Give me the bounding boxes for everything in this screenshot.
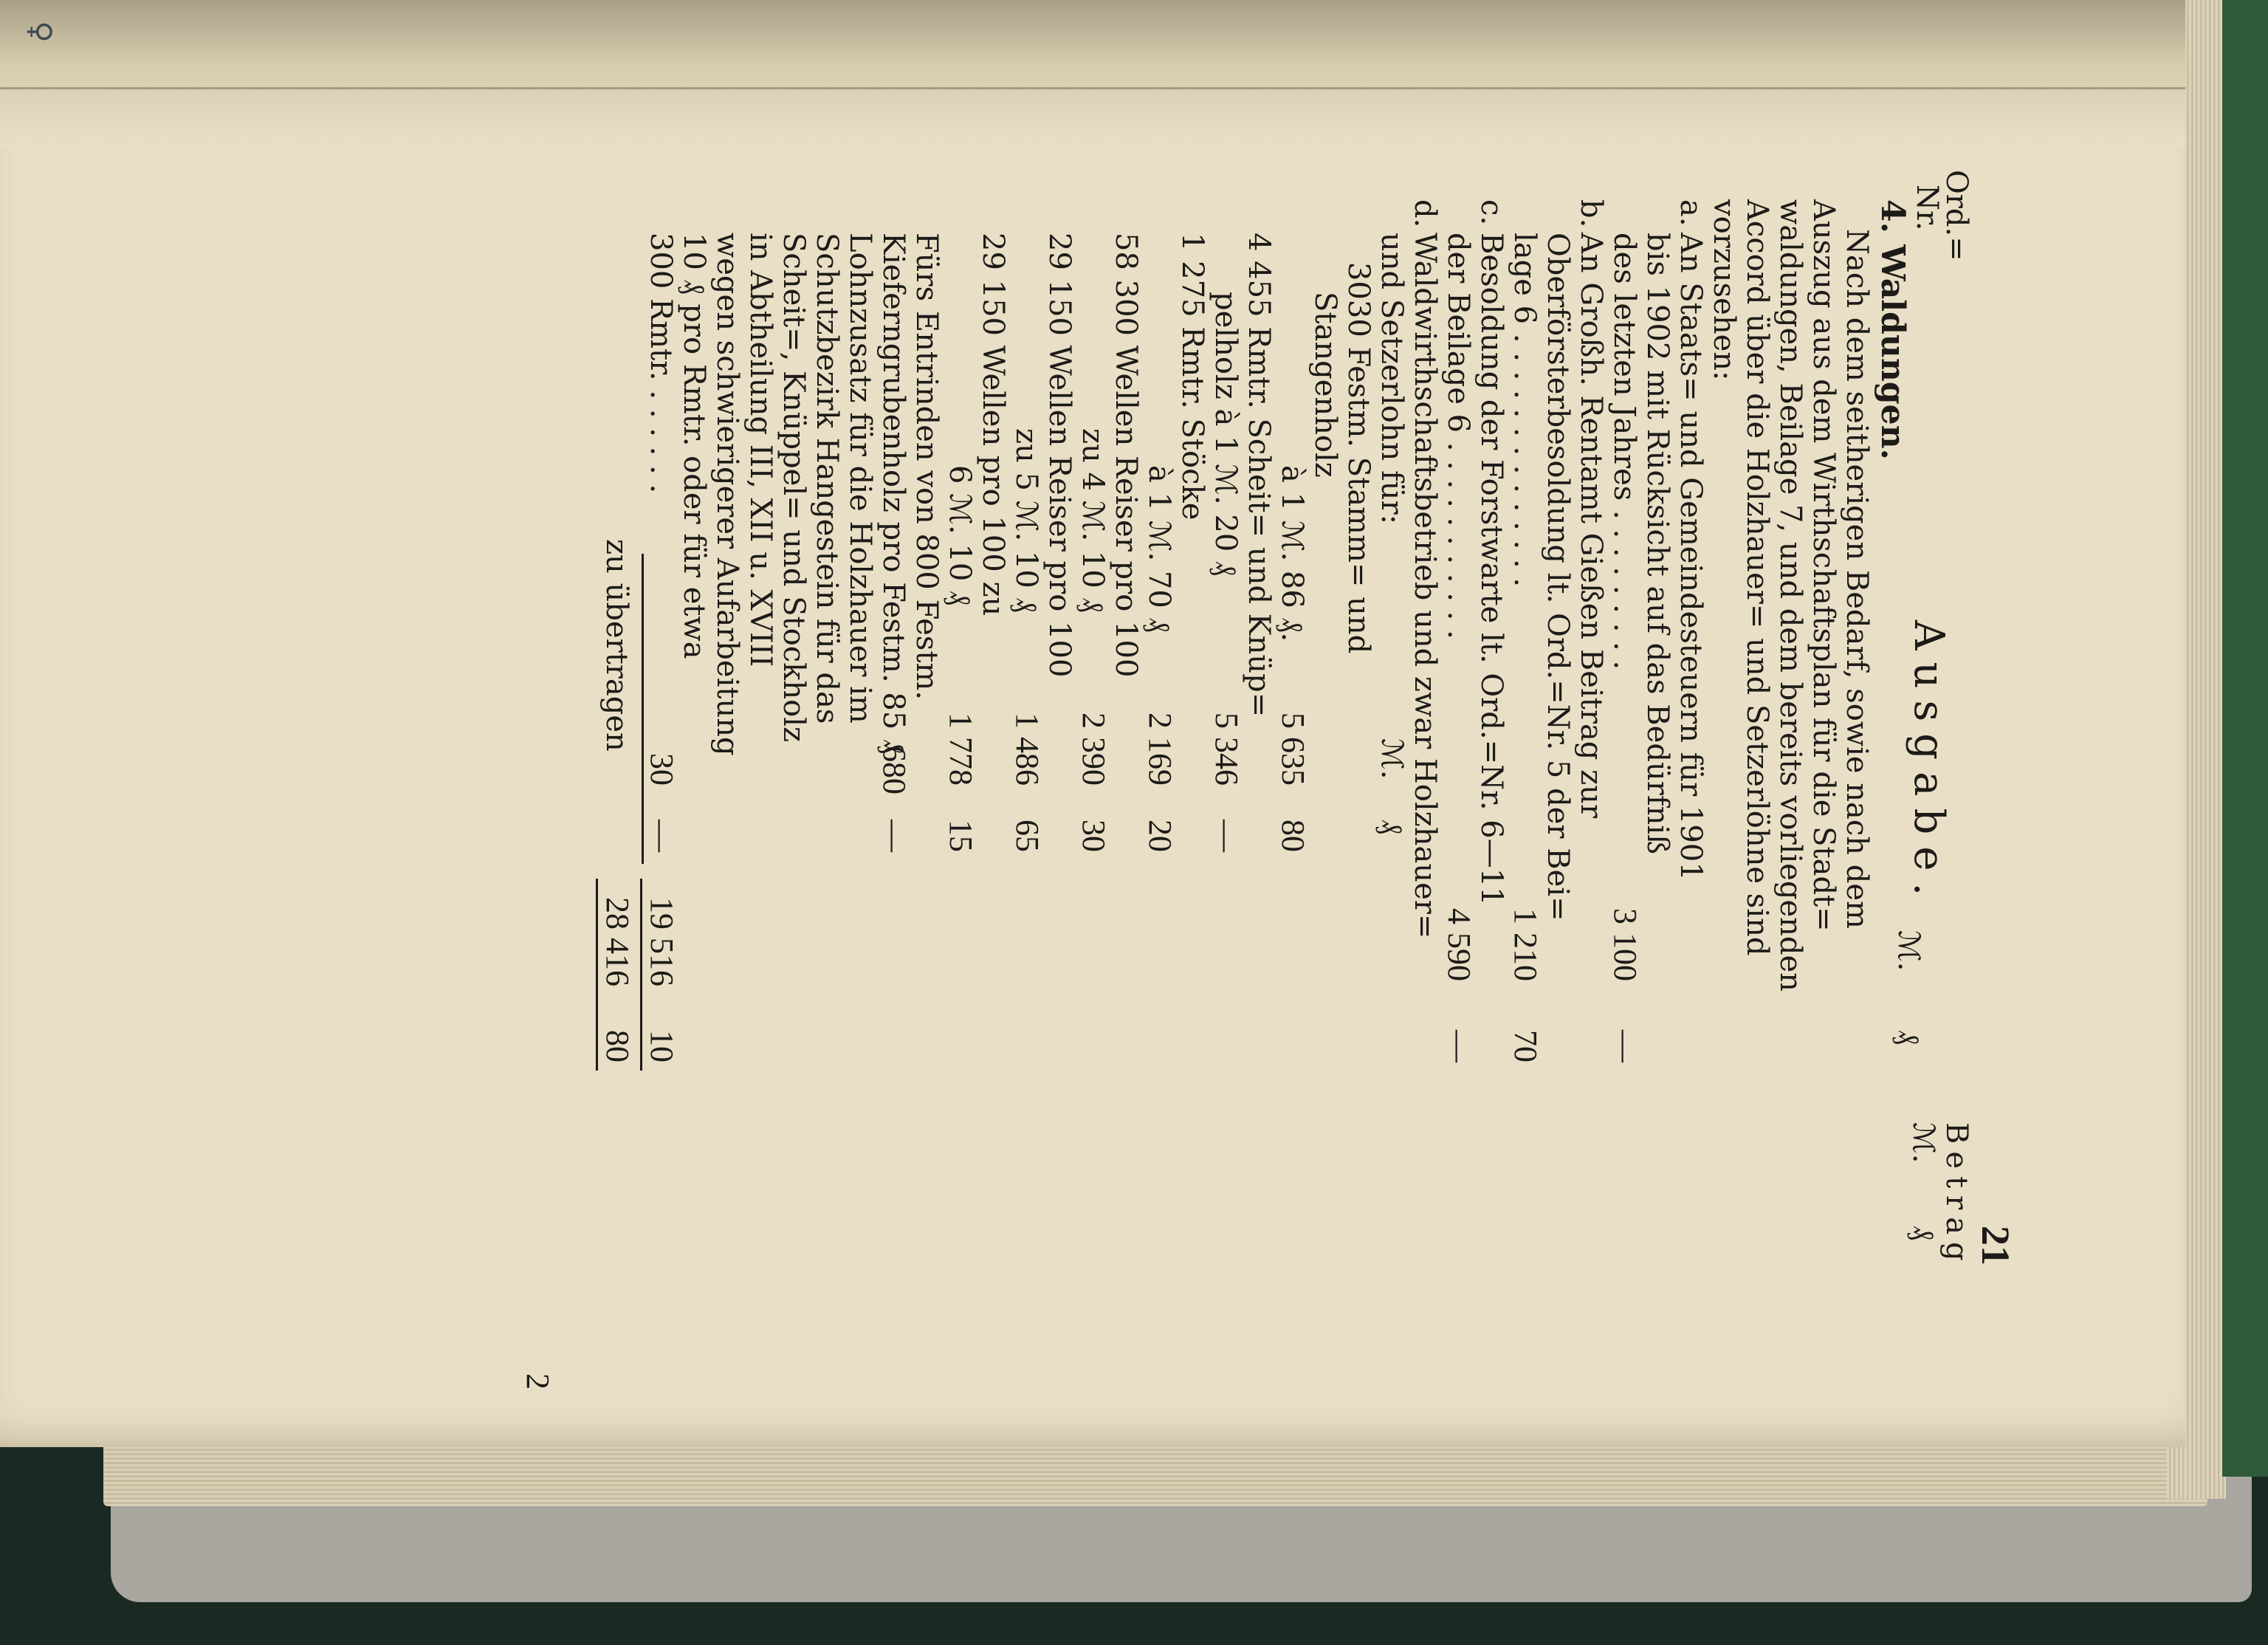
sub-8-mark: 30 [644, 753, 680, 786]
sub-7-line-1: Fürs Entrinden von 800 Festm. [910, 233, 944, 701]
sub-7-mark: 680 [876, 746, 913, 794]
sub-4-line-1: 58 300 Wellen Reiser pro 100 [1109, 233, 1143, 678]
page-number: 21 [1973, 1226, 2018, 1265]
sum-rule-inner [642, 554, 644, 864]
sub-5-line-2: zu 5 ℳ. 10 ₰ [1009, 428, 1043, 613]
intro-line-2: Auszug aus dem Wirthschaftsplan für die Stadt= [1807, 199, 1841, 932]
item-d-mark: 19 516 [644, 897, 680, 986]
betrag-pf-label: ₰ [1906, 1226, 1940, 1240]
sub-2-mark: 5 346 [1209, 712, 1245, 786]
gutter-line [0, 87, 2185, 89]
item-a-mark: 3 100 [1607, 908, 1643, 981]
intro-line-4: Accord über die Holzhauer= und Setzerlöhne sind [1740, 199, 1774, 956]
sum-rule-outer [640, 879, 642, 1071]
intro-line-1: Nach dem seitherigen Bedarf, sowie nach dem [1840, 229, 1874, 929]
sub-7-line-2: Kieferngrubenholz pro Festm. 85 ₰ [876, 233, 910, 754]
sub-2-line-1: 4 455 Rmtr. Scheit= und Knüp= [1242, 233, 1276, 718]
sub-4-pf: 30 [1076, 820, 1112, 852]
sub-6-pf: 15 [943, 820, 979, 852]
sub-3-line-2: à 1 ℳ. 70 ₰ [1142, 465, 1176, 633]
item-c-line-1: Besoldung der Forstwarte lt. Ord.=Nr. 6—11 [1474, 233, 1508, 906]
betrag-label: Betrag [1939, 1122, 1973, 1268]
sub-8-line-3: Scheit=, Knüppel= und Stockholz [777, 233, 811, 743]
sub-1-pf: 80 [1275, 820, 1311, 852]
sub-1-line-3: à 1 ℳ. 86 ₰. [1275, 465, 1309, 642]
sub-4-mark: 2 390 [1076, 712, 1112, 786]
item-c-pf: — [1441, 1030, 1477, 1062]
item-a-pf: — [1607, 1030, 1643, 1062]
sub-8-line-6: 10 ₰ pro Rmtr. oder für etwa [677, 233, 711, 659]
col-pf-label: ₰ [1891, 1030, 1925, 1045]
sub-8-line-5: wegen schwierigerer Aufarbeitung [710, 233, 744, 756]
page-title: Ausgabe. [1905, 620, 1953, 908]
sub-5-line-1: 29 150 Wellen Reiser pro 100 [1042, 233, 1076, 678]
sub-3-line-1: 1 275 Rmtr. Stöcke [1175, 233, 1209, 521]
item-c-letter: c. [1474, 199, 1508, 226]
carry-rule [596, 879, 598, 1071]
sub-pf-label: ₰ [1375, 820, 1409, 834]
item-b-line-2: Oberförsterbesoldung lt. Ord.=Nr. 5 der Bei= [1541, 233, 1575, 921]
carry-label: zu übertragen [599, 539, 633, 752]
item-c-mark: 4 590 [1441, 908, 1477, 981]
sub-4-line-2: zu 4 ℳ. 10 ₰ [1076, 428, 1110, 613]
sub-2-line-2: pelholz à 1 ℳ. 20 ₰ [1209, 292, 1243, 577]
sub-7-pf: — [876, 820, 913, 852]
sub-8-line-1: Lohnzusatz für die Holzhauer im [843, 233, 877, 724]
sub-8-line-4: in Abtheilung III, XII u. XVIII [743, 233, 777, 667]
item-a-line-1: An Staats= und Gemeindesteuern für 1901 [1674, 233, 1708, 881]
item-b-line-1: An Großh. Rentamt Gießen Beitrag zur [1574, 233, 1608, 819]
intro-line-3: waldungen, Beilage 7, und dem bereits vorliegenden [1773, 199, 1807, 992]
rotated-text-block [288, 170, 2060, 1390]
col-mark-label: ℳ. [1891, 930, 1925, 972]
item-a-line-2: bis 1902 mit Rücksicht auf das Bedürfniß [1640, 233, 1674, 854]
sub-8-line-2: Schutzbezirk Hangestein für das [810, 233, 844, 724]
sub-6-mark: 1 778 [943, 712, 979, 786]
item-b-pf: 70 [1508, 1030, 1544, 1062]
sub-1-line-2: Stangenholz [1308, 292, 1342, 478]
item-d-line-1: Waldwirthschaftsbetrieb und zwar Holzhauer= [1408, 233, 1442, 939]
item-a-line-3: des letzten Jahres . . . . . . . . . [1607, 233, 1641, 670]
gutter-shadow [0, 0, 2185, 148]
sub-8-pf: — [644, 820, 680, 852]
item-d-letter: d. [1408, 199, 1442, 228]
sub-5-pf: 65 [1009, 820, 1045, 852]
item-c-line-2: der Beilage 6 . . . . . . . . . . . [1441, 233, 1475, 639]
sub-6-line-1: 29 150 Wellen pro 100 zu [976, 233, 1010, 617]
carry-mark: 28 416 [599, 897, 636, 986]
item-b-letter: b. [1574, 199, 1608, 228]
cloth-binding [2222, 0, 2268, 1477]
sub-3-mark: 2 169 [1142, 712, 1178, 786]
sub-mark-label: ℳ. [1375, 738, 1409, 780]
item-d-pf: 10 [644, 1030, 680, 1062]
item-b-mark: 1 210 [1508, 908, 1544, 981]
item-d-line-2: und Setzerlohn für: [1375, 233, 1409, 525]
intro-line-5: vorzusehen: [1707, 199, 1741, 381]
sub-1-line-1: 3030 Festm. Stamm= und [1341, 262, 1375, 654]
sub-8-line-7: 300 Rmtr. . . . . . . [644, 233, 678, 494]
item-a-letter: a. [1674, 199, 1708, 227]
sub-2-pf: — [1209, 820, 1245, 852]
section-heading: 4. Waldungen. [1874, 199, 1911, 460]
item-b-line-3: lage 6 . . . . . . . . . . . . . . [1508, 233, 1542, 588]
pencil-mark: ♀ [23, 21, 58, 43]
ord-nr-label: Ord.= [1939, 170, 1973, 261]
ord-nr-label-2: Nr. [1910, 185, 1944, 231]
betrag-mark-label: ℳ. [1906, 1122, 1940, 1164]
sub-3-pf: 20 [1142, 820, 1178, 852]
carry-pf: 80 [599, 1030, 636, 1062]
sub-1-mark: 5 635 [1275, 712, 1311, 786]
sub-6-line-2: 6 ℳ. 10 ₰ [943, 465, 977, 605]
signature-mark: 2 [520, 1373, 556, 1390]
sub-5-mark: 1 486 [1009, 712, 1045, 786]
